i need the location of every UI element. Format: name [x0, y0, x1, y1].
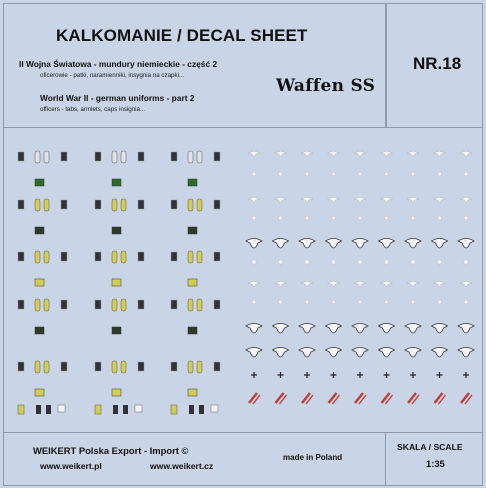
collar-tab-icon	[138, 362, 144, 371]
shoulder-board-icon	[197, 199, 202, 211]
collar-tab-icon	[138, 152, 144, 161]
cap-cockade-icon	[252, 260, 256, 264]
cap-cockade-icon	[464, 260, 468, 264]
cap-cockade-icon	[464, 300, 468, 304]
shoulder-board-icon	[112, 299, 117, 311]
shoulder-board-icon	[197, 251, 202, 263]
shoulder-board-icon	[188, 151, 193, 163]
collar-tab-icon	[18, 152, 24, 161]
collar-tab-icon	[95, 362, 101, 371]
sleeve-patch-icon	[188, 389, 197, 396]
shoulder-board-icon	[112, 199, 117, 211]
scale-value: 1:35	[426, 458, 445, 469]
cap-eagle-icon	[354, 197, 366, 203]
cap-eagle-icon	[434, 281, 446, 287]
cap-cockade-icon	[279, 300, 283, 304]
website-cz-link[interactable]: www.weikert.cz	[150, 461, 214, 471]
cap-eagle-icon	[407, 281, 419, 287]
collar-tab-icon	[18, 200, 24, 209]
cap-eagle-icon	[328, 281, 340, 287]
company-name: WEIKERT Polska Export - Import ©	[33, 445, 189, 456]
cap-eagle-icon	[328, 197, 340, 203]
cap-cockade-icon	[252, 216, 256, 220]
sheet-number: NR.18	[413, 54, 462, 73]
cap-cockade-icon	[438, 172, 442, 176]
cap-skull-icon	[379, 324, 395, 334]
cap-cockade-icon	[305, 216, 309, 220]
english-title: World War II - german uniforms - part 2	[40, 93, 195, 103]
cap-cockade-icon	[331, 260, 335, 264]
sleeve-patch-icon	[188, 279, 197, 286]
shoulder-board-icon	[197, 299, 202, 311]
sleeve-patch-icon	[112, 389, 121, 396]
cap-cockade-icon	[278, 260, 282, 264]
shoulder-board-icon	[197, 361, 202, 373]
shoulder-board-icon	[121, 199, 126, 211]
cross-icon	[278, 372, 284, 378]
cap-cockade-icon	[464, 172, 468, 176]
collar-tab-icon	[95, 252, 101, 261]
sleeve-patch-icon	[188, 179, 197, 186]
cap-skull-icon	[458, 348, 474, 358]
collar-tab-icon	[46, 405, 51, 414]
cap-eagle-icon	[381, 197, 393, 203]
collar-tab-icon	[171, 362, 177, 371]
cap-eagle-icon	[275, 197, 287, 203]
cap-eagle-icon	[301, 151, 313, 157]
collar-tab-icon	[171, 200, 177, 209]
cap-eagle-icon	[275, 281, 287, 287]
cap-cockade-icon	[332, 216, 336, 220]
cap-eagle-icon	[301, 281, 313, 287]
cap-cockade-icon	[279, 172, 283, 176]
cap-cockade-icon	[438, 216, 442, 220]
shoulder-board-icon	[44, 361, 49, 373]
sleeve-chevron-icon	[18, 405, 24, 414]
cap-cockade-icon	[252, 300, 256, 304]
cap-cockade-icon	[279, 216, 283, 220]
cap-skull-icon	[299, 239, 315, 249]
cap-cockade-icon	[411, 260, 415, 264]
shoulder-board-icon	[44, 199, 49, 211]
cap-skull-icon	[299, 324, 315, 334]
shoulder-board-icon	[112, 251, 117, 263]
cap-cockade-icon	[358, 216, 362, 220]
shoulder-board-icon	[44, 251, 49, 263]
cap-cockade-icon	[437, 260, 441, 264]
collar-tab-icon	[61, 362, 67, 371]
collar-tab-icon	[138, 200, 144, 209]
cap-skull-icon	[246, 239, 262, 249]
cap-eagle-icon	[434, 151, 446, 157]
cap-cockade-icon	[305, 172, 309, 176]
shoulder-board-icon	[188, 199, 193, 211]
cap-skull-icon	[405, 239, 421, 249]
cap-cockade-icon	[332, 300, 336, 304]
cap-cockade-icon	[411, 216, 415, 220]
shoulder-board-icon	[121, 299, 126, 311]
cap-eagle-icon	[328, 151, 340, 157]
cap-eagle-icon	[248, 151, 260, 157]
shoulder-board-icon	[44, 299, 49, 311]
sleeve-patch-icon	[35, 279, 44, 286]
cap-cockade-icon	[385, 300, 389, 304]
collar-tab-icon	[18, 300, 24, 309]
collar-tab-icon	[61, 252, 67, 261]
cross-icon	[437, 372, 443, 378]
cross-icon	[357, 372, 363, 378]
cap-skull-icon	[246, 324, 262, 334]
cuff-patch-icon	[211, 405, 218, 412]
sleeve-patch-icon	[188, 227, 197, 234]
cap-cockade-icon	[464, 216, 468, 220]
sleeve-patch-icon	[35, 179, 44, 186]
shoulder-board-icon	[112, 151, 117, 163]
cap-cockade-icon	[384, 260, 388, 264]
shoulder-board-icon	[121, 151, 126, 163]
shoulder-board-icon	[35, 361, 40, 373]
shoulder-board-icon	[35, 251, 40, 263]
cap-skull-icon	[273, 239, 289, 249]
cap-eagle-icon	[407, 197, 419, 203]
cap-cockade-icon	[358, 172, 362, 176]
cap-skull-icon	[273, 324, 289, 334]
collar-tab-icon	[138, 252, 144, 261]
waffen-logo: Waffen SS	[276, 76, 376, 96]
cuff-patch-icon	[58, 405, 65, 412]
cap-cockade-icon	[438, 300, 442, 304]
cap-cockade-icon	[385, 216, 389, 220]
cap-skull-icon	[432, 324, 448, 334]
shoulder-board-icon	[35, 299, 40, 311]
collar-tab-icon	[123, 405, 128, 414]
collar-tab-icon	[171, 252, 177, 261]
cap-cockade-icon	[305, 300, 309, 304]
website-pl-link[interactable]: www.weikert.pl	[40, 461, 102, 471]
cap-eagle-icon	[434, 197, 446, 203]
cap-skull-icon	[273, 348, 289, 358]
cap-skull-icon	[379, 348, 395, 358]
cap-eagle-icon	[301, 197, 313, 203]
cap-skull-icon	[405, 348, 421, 358]
sleeve-patch-icon	[35, 227, 44, 234]
made-in-label: made in Poland	[283, 453, 343, 462]
cap-cockade-icon	[358, 300, 362, 304]
shoulder-board-icon	[188, 251, 193, 263]
collar-tab-icon	[138, 300, 144, 309]
cap-eagle-icon	[275, 151, 287, 157]
collar-tab-icon	[171, 152, 177, 161]
polish-title: II Wojna Światowa - mundury niemieckie - część 2	[19, 59, 218, 69]
sheet-title: KALKOMANIE / DECAL SHEET	[56, 26, 308, 45]
cap-eagle-icon	[460, 281, 472, 287]
cap-eagle-icon	[460, 197, 472, 203]
cap-skull-icon	[458, 324, 474, 334]
cross-icon	[251, 372, 257, 378]
cap-skull-icon	[458, 239, 474, 249]
cap-skull-icon	[379, 239, 395, 249]
cap-skull-icon	[432, 239, 448, 249]
sleeve-patch-icon	[112, 179, 121, 186]
collar-tab-icon	[36, 405, 41, 414]
shoulder-board-icon	[35, 151, 40, 163]
cross-icon	[463, 372, 469, 378]
sleeve-chevron-icon	[171, 405, 177, 414]
shoulder-board-icon	[44, 151, 49, 163]
cap-eagle-icon	[460, 151, 472, 157]
sleeve-chevron-icon	[95, 405, 101, 414]
cap-skull-icon	[326, 239, 342, 249]
collar-tab-icon	[214, 152, 220, 161]
collar-tab-icon	[18, 362, 24, 371]
cap-cockade-icon	[411, 300, 415, 304]
shoulder-board-icon	[197, 151, 202, 163]
collar-tab-icon	[214, 362, 220, 371]
collar-tab-icon	[95, 152, 101, 161]
sleeve-patch-icon	[112, 327, 121, 334]
cap-cockade-icon	[411, 172, 415, 176]
cuff-patch-icon	[135, 405, 142, 412]
cap-skull-icon	[299, 348, 315, 358]
english-subtitle: officers - tabs, armlets, caps insignia...	[40, 106, 146, 113]
cap-cockade-icon	[385, 172, 389, 176]
cap-skull-icon	[326, 348, 342, 358]
sleeve-patch-icon	[112, 227, 121, 234]
shoulder-board-icon	[35, 199, 40, 211]
collar-tab-icon	[61, 200, 67, 209]
cap-skull-icon	[352, 324, 368, 334]
cross-icon	[304, 372, 310, 378]
cross-icon	[331, 372, 337, 378]
cap-eagle-icon	[354, 281, 366, 287]
sleeve-patch-icon	[112, 279, 121, 286]
cap-cockade-icon	[332, 172, 336, 176]
cap-skull-icon	[432, 348, 448, 358]
collar-tab-icon	[95, 200, 101, 209]
cap-skull-icon	[326, 324, 342, 334]
collar-tab-icon	[214, 252, 220, 261]
cap-eagle-icon	[248, 281, 260, 287]
cap-skull-icon	[352, 348, 368, 358]
shoulder-board-icon	[188, 299, 193, 311]
cap-skull-icon	[352, 239, 368, 249]
sleeve-patch-icon	[35, 327, 44, 334]
cap-eagle-icon	[354, 151, 366, 157]
cap-skull-icon	[246, 348, 262, 358]
collar-tab-icon	[199, 405, 204, 414]
collar-tab-icon	[214, 200, 220, 209]
collar-tab-icon	[113, 405, 118, 414]
collar-tab-icon	[61, 152, 67, 161]
cap-cockade-icon	[358, 260, 362, 264]
cross-icon	[384, 372, 390, 378]
collar-tab-icon	[189, 405, 194, 414]
collar-tab-icon	[61, 300, 67, 309]
shoulder-board-icon	[188, 361, 193, 373]
collar-tab-icon	[171, 300, 177, 309]
polish-subtitle: oficerowie - patki, naramienniki, insygnia na czapki...	[40, 72, 185, 79]
cap-eagle-icon	[407, 151, 419, 157]
cap-cockade-icon	[305, 260, 309, 264]
collar-tab-icon	[214, 300, 220, 309]
cap-eagle-icon	[381, 151, 393, 157]
shoulder-board-icon	[112, 361, 117, 373]
scale-label: SKALA / SCALE	[397, 442, 463, 452]
shoulder-board-icon	[121, 361, 126, 373]
collar-tab-icon	[18, 252, 24, 261]
cross-icon	[410, 372, 416, 378]
sleeve-patch-icon	[35, 389, 44, 396]
cap-skull-icon	[405, 324, 421, 334]
cap-eagle-icon	[381, 281, 393, 287]
cap-cockade-icon	[252, 172, 256, 176]
cap-eagle-icon	[248, 197, 260, 203]
sleeve-patch-icon	[188, 327, 197, 334]
shoulder-board-icon	[121, 251, 126, 263]
collar-tab-icon	[95, 300, 101, 309]
